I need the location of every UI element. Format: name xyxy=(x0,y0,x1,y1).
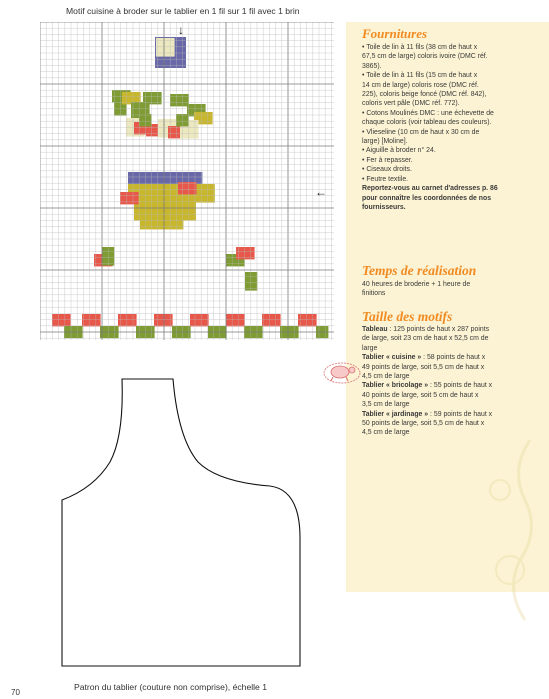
decorative-watermark xyxy=(470,430,549,630)
cross-stitch-grid xyxy=(40,22,334,340)
supplies-line: • Toile de lin à 11 fils (15 cm de haut x xyxy=(362,72,478,80)
stitch-block xyxy=(118,314,137,326)
size-entry-text: : 125 points de haut x 287 points xyxy=(387,326,490,333)
stitch-block xyxy=(298,314,317,326)
pattern-caption: Patron du tablier (couture non comprise), échelle 1 xyxy=(74,682,267,692)
time-line: 40 heures de broderie + 1 heure de xyxy=(362,281,471,288)
stitch-block xyxy=(120,192,139,204)
size-entry-line: 49 points de large, soit 5,5 cm de haut x xyxy=(362,363,485,371)
supplies-line: • Toile de lin à 11 fils (38 cm de haut x xyxy=(362,44,478,51)
stitch-block xyxy=(128,184,215,203)
supplies-line: 14 cm de large) coloris rose (DMC réf. xyxy=(362,81,479,89)
chart-caption: Motif cuisine à broder sur le tablier en 1 fil sur 1 fil avec 1 brin xyxy=(66,6,300,16)
stitch-block xyxy=(190,314,209,326)
size-entry-line: 4,5 cm de large xyxy=(362,429,410,437)
sizes-title: Taille des motifs xyxy=(362,309,453,324)
supplies-line: • Vlieseline (10 cm de haut x 30 cm de xyxy=(362,128,480,136)
stitch-block xyxy=(154,314,173,326)
size-entry-first-line xyxy=(362,353,544,362)
size-entry-label: Tablier « cuisine » xyxy=(362,354,422,362)
stitch-block xyxy=(168,126,180,138)
size-entry-line: de large, soit 23 cm de haut x 52,5 cm de xyxy=(362,335,489,343)
page-number: 70 xyxy=(11,688,20,697)
size-entry-first-line xyxy=(362,325,544,334)
stitch-block xyxy=(262,314,281,326)
size-entry-line: 4,5 cm de large xyxy=(362,373,410,381)
supplies-line: chaque coloris (voir tableau des couleurs). xyxy=(362,119,492,127)
size-entry-label: Tableau xyxy=(362,326,388,333)
supplies-list xyxy=(362,43,544,212)
tortoise-stamp-icon xyxy=(318,357,366,387)
stitch-block xyxy=(82,314,101,326)
stitch-block xyxy=(178,182,197,194)
supplies-line: coloris vert pâle (DMC réf. 772). xyxy=(362,100,460,108)
size-entry-label: Tablier « bricolage » xyxy=(362,382,429,390)
supplies-line: • Feutre textile. xyxy=(362,175,409,183)
stitch-layer xyxy=(52,37,328,338)
center-arrow-down-icon: ↓ xyxy=(178,23,184,37)
size-entry-line: 3,5 cm de large xyxy=(362,401,410,409)
stitch-block xyxy=(52,314,71,326)
center-arrow-left-icon: ← xyxy=(315,185,327,199)
supplier-note-line: fournisseurs. xyxy=(362,203,406,211)
stitch-block xyxy=(176,114,188,126)
size-entry-label: Tablier « jardinage » xyxy=(362,410,429,418)
sizes-list xyxy=(362,325,544,438)
stitch-block xyxy=(139,114,151,126)
supplies-line: • Ciseaux droits. xyxy=(362,166,412,174)
supplies-line: • Fer à repasser. xyxy=(362,156,413,164)
stitch-block xyxy=(140,217,183,229)
stitch-block xyxy=(156,38,175,57)
time-title: Temps de réalisation xyxy=(362,263,477,278)
size-entry-text: : 55 points de haut x xyxy=(428,382,493,390)
stitch-block xyxy=(170,94,189,106)
supplies-line: • Cotons Moulinés DMC : une échevette de xyxy=(362,109,494,117)
time-text xyxy=(362,280,544,299)
size-entry-text: : 58 points de haut x xyxy=(421,354,486,362)
cross-stitch-chart xyxy=(40,22,334,340)
supplies-line: 67,5 cm de large) coloris ivoire (DMC réf. xyxy=(362,53,488,61)
supplies-line: large) [Moline]. xyxy=(362,138,408,146)
size-entry-first-line xyxy=(362,381,544,390)
supplies-title: Fournitures xyxy=(362,26,428,41)
supplies-line: 3865). xyxy=(362,62,382,70)
size-entry-line: 50 points de large, soit 5,5 cm de haut x xyxy=(362,420,485,428)
apron-pattern-outline xyxy=(60,378,304,670)
stitch-block xyxy=(226,314,245,326)
supplier-note-line: Reportez-vous au carnet d'adresses p. 86 xyxy=(362,185,498,193)
time-line: finitions xyxy=(362,290,386,298)
size-entry-first-line xyxy=(362,410,544,419)
size-entry-line: large xyxy=(362,344,378,352)
size-entry-text: : 59 points de haut x xyxy=(428,410,493,418)
supplier-note-line: pour connaître les coordonnées de nos xyxy=(362,194,492,202)
supplies-line: • Aiguille à broder n° 24. xyxy=(362,147,436,155)
supplies-line: 225), coloris beige foncé (DMC réf. 842), xyxy=(362,91,487,99)
stitch-block xyxy=(245,272,257,291)
size-entry-line: 40 points de large, soit 5 cm de haut x xyxy=(362,391,479,399)
